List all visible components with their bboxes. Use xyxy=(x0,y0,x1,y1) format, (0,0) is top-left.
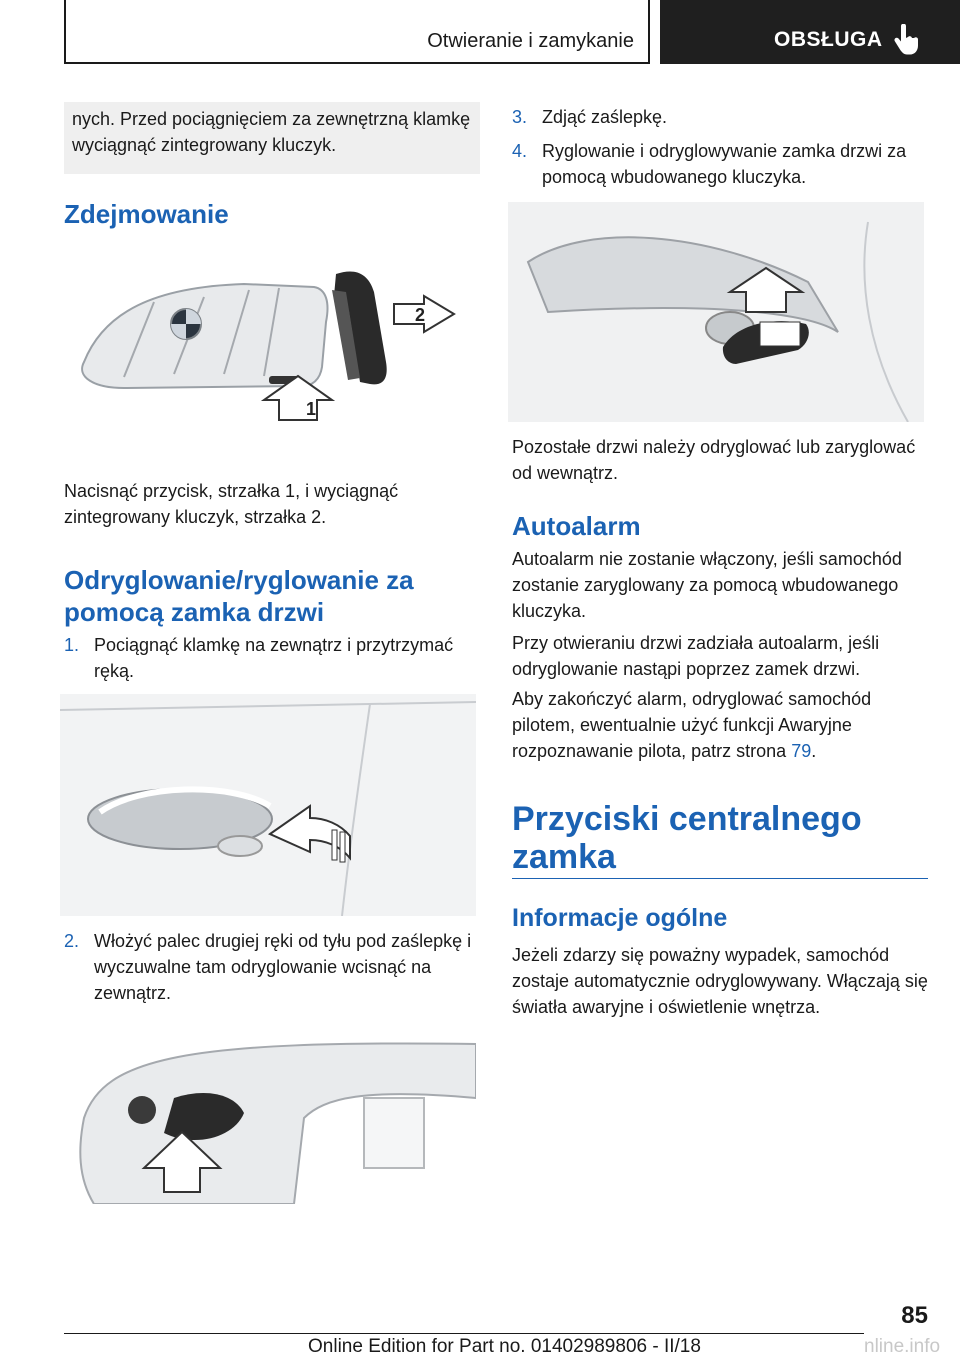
heading-general-info: Informacje ogólne xyxy=(512,904,728,932)
step-1-text: Pociągnąć klamkę na zewnątrz i przytrzymać ręką. xyxy=(94,635,454,681)
step-3-text: Zdjąć zaślepkę. xyxy=(542,107,668,127)
alarm-paragraph-3 xyxy=(512,686,928,764)
alarm-paragraph-3-end: . xyxy=(811,741,817,761)
alarm-paragraph-2: Przy otwieraniu drzwi zadziała autoalarm, jeśli odryglowanie nastąpi poprzez zamek drzwi. xyxy=(512,633,880,679)
alarm-paragraph-1: Autoalarm nie zostanie włączony, jeśli samochód zostanie zaryglowany za pomocą wbudowanego kluczyka. xyxy=(512,549,902,621)
heading-central-lock-buttons: Przyciski centralnego zamka xyxy=(512,800,862,876)
pointing-hand-icon xyxy=(894,24,920,56)
note-text: nych. Przed pociągnięciem za zewnętrzną klamkę wyciągnąć zintegrowany kluczyk. xyxy=(72,109,471,155)
key-removal-illustration xyxy=(64,252,480,452)
watermark: nline.info xyxy=(864,1336,941,1357)
header-chapter-tab xyxy=(660,0,960,64)
door-handle-illustration xyxy=(60,694,476,916)
step-2 xyxy=(64,928,478,1008)
heading-removal: Zdejmowanie xyxy=(64,199,229,229)
step-4-number: 4. xyxy=(512,141,528,161)
step-4-text: Ryglowanie i odryglowywanie zamka drzwi za pomocą wbudowanego kluczyka. xyxy=(542,141,907,187)
page-number: 85 xyxy=(901,1302,928,1329)
header-chapter-title: OBSŁUGA xyxy=(774,28,883,51)
general-info-text: Jeżeli zdarzy się poważny wypadek, samochód zostaje automatycznie odryglowywany. Włączają się światła awaryjne i oświetlenie wnętrza. xyxy=(512,945,928,1017)
key-arrow-label-2: 2 xyxy=(415,305,426,325)
heading-autoalarm: Autoalarm xyxy=(512,511,641,541)
header-section-box xyxy=(64,0,650,64)
footer-edition: Online Edition for Part no. 01402989806 - II/18 xyxy=(308,1336,701,1357)
note-box xyxy=(64,102,480,174)
footer-rule xyxy=(64,1333,864,1334)
header-section-title: Otwieranie i zamykanie xyxy=(427,30,634,52)
lock-cap-illustration xyxy=(64,1028,476,1204)
removal-text: Nacisnąć przycisk, strzałka 1, i wyciągnąć zintegrowany kluczyk, strzałka 2. xyxy=(64,481,399,527)
step-1 xyxy=(64,632,478,686)
step-1-number: 1. xyxy=(64,635,80,655)
step-3-number: 3. xyxy=(512,107,528,127)
page-link-79[interactable]: 79 xyxy=(791,741,812,761)
alarm-paragraph-3-text: Aby zakończyć alarm, odryglować samochód pilotem, ewentualnie użyć funkcji Awaryjne rozpoznawanie pilota, patrz strona xyxy=(512,689,872,761)
heading-door-lock: Odryglowanie/ryglowanie za pomocą zamka drzwi xyxy=(64,565,414,627)
step-2-text: Włożyć palec drugiej ręki od tyłu pod zaślepkę i wyczuwalne tam odryglowanie wcisnąć na zewnątrz. xyxy=(94,931,472,1003)
section-rule xyxy=(512,878,928,879)
step-4 xyxy=(512,138,928,192)
remaining-doors-text: Pozostałe drzwi należy odryglować lub zaryglować od wewnątrz. xyxy=(512,437,916,483)
key-arrow-label-1: 1 xyxy=(306,399,317,419)
step-2-number: 2. xyxy=(64,931,80,951)
key-in-lock-illustration xyxy=(508,202,924,422)
step-3 xyxy=(512,104,928,130)
